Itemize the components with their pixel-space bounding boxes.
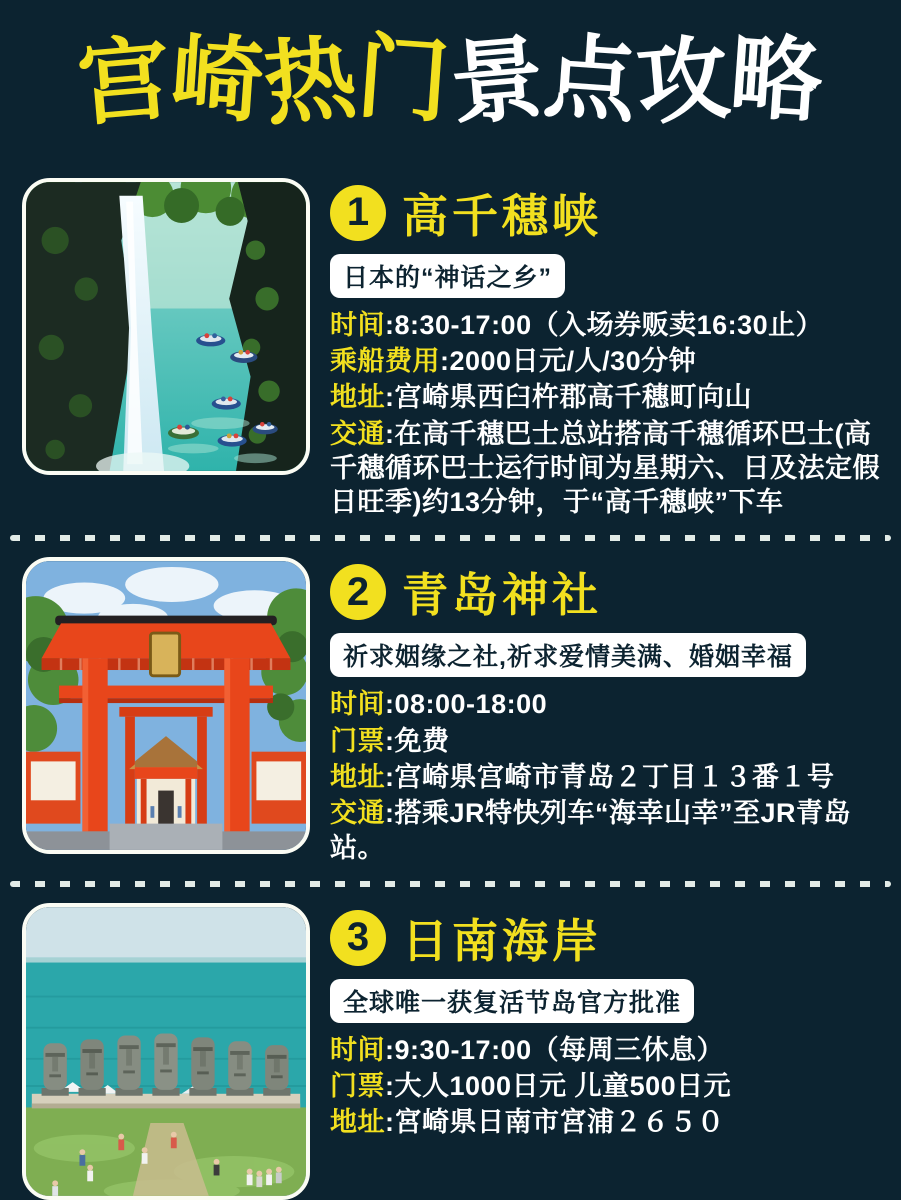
detail-line bbox=[330, 308, 887, 342]
detail-label: 时间 bbox=[330, 689, 385, 720]
tagline-badge: 日本的“神话之乡” bbox=[330, 254, 565, 298]
section-takachiho bbox=[0, 178, 901, 522]
detail-label: 交通 bbox=[330, 418, 385, 449]
detail-line bbox=[330, 760, 887, 794]
detail-value: 宫崎県西臼杵郡高千穗町向山 bbox=[394, 382, 752, 413]
section-takachiho-content bbox=[330, 178, 887, 522]
detail-separator: : bbox=[440, 346, 450, 377]
takachiho-photo-frame bbox=[22, 178, 310, 475]
takachiho-gorge-waterfall-photo bbox=[26, 182, 306, 471]
detail-line bbox=[330, 1105, 887, 1139]
section-nichinan-header bbox=[330, 905, 887, 971]
detail-label: 地址 bbox=[330, 762, 385, 793]
detail-line bbox=[330, 1069, 887, 1103]
detail-label: 门票 bbox=[330, 725, 385, 756]
dashed-divider bbox=[10, 881, 891, 887]
title-rest: 景点攻略 bbox=[446, 25, 827, 137]
detail-separator: : bbox=[385, 798, 395, 829]
detail-value: 宮崎県日南市宮浦２６５０ bbox=[394, 1107, 725, 1138]
aoshima-shrine-red-torii-photo bbox=[26, 561, 306, 850]
aoshima-photo-frame bbox=[22, 557, 310, 854]
detail-line bbox=[330, 417, 887, 520]
detail-separator: : bbox=[385, 382, 395, 413]
detail-separator: : bbox=[385, 762, 395, 793]
detail-label: 地址 bbox=[330, 382, 385, 413]
section-takachiho-header bbox=[330, 180, 887, 246]
detail-line bbox=[330, 796, 887, 865]
detail-line bbox=[330, 344, 887, 378]
nichinan-photo-frame bbox=[22, 903, 310, 1200]
dashed-divider bbox=[10, 535, 891, 541]
tagline-badge: 全球唯一获复活节岛官方批准 bbox=[330, 979, 694, 1023]
detail-separator: : bbox=[385, 689, 395, 720]
detail-label: 门票 bbox=[330, 1071, 385, 1102]
detail-separator: : bbox=[385, 309, 395, 340]
detail-label: 时间 bbox=[330, 1034, 385, 1065]
section-title: 高千穗峡 bbox=[402, 189, 602, 242]
detail-value: 免费 bbox=[394, 725, 450, 756]
detail-separator: : bbox=[385, 1034, 395, 1065]
section-number-badge: 3 bbox=[330, 910, 386, 966]
detail-separator: : bbox=[385, 1071, 395, 1102]
detail-value: 大人1000日元 儿童500日元 bbox=[394, 1071, 732, 1102]
detail-line bbox=[330, 687, 887, 721]
detail-value: 9:30-17:00（每周三休息） bbox=[394, 1034, 725, 1065]
nichinan-coast-moai-photo bbox=[26, 907, 306, 1196]
section-title: 青岛神社 bbox=[402, 569, 602, 622]
detail-label: 地址 bbox=[330, 1107, 385, 1138]
section-aoshima-content bbox=[330, 557, 887, 866]
section-nichinan bbox=[0, 903, 901, 1200]
detail-label: 交通 bbox=[330, 798, 385, 829]
tagline-badge: 祈求姻缘之社,祈求爱情美满、婚姻幸福 bbox=[330, 633, 806, 677]
detail-label: 乘船费用 bbox=[330, 346, 440, 377]
detail-value: 2000日元/人/30分钟 bbox=[449, 346, 697, 377]
section-aoshima bbox=[0, 557, 901, 866]
detail-separator: : bbox=[385, 725, 395, 756]
detail-value: 08:00-18:00 bbox=[394, 689, 548, 720]
detail-line bbox=[330, 1033, 887, 1067]
detail-value: 在高千穗巴士总站搭高千穗循环巴士(高千穗循环巴士运行时间为星期六、日及法定假日旺季)约13分钟，于“高千穗峡”下车 bbox=[330, 418, 880, 518]
section-number-badge: 1 bbox=[330, 185, 386, 241]
detail-line bbox=[330, 724, 887, 758]
detail-line bbox=[330, 380, 887, 414]
detail-separator: : bbox=[385, 418, 395, 449]
section-aoshima-header bbox=[330, 559, 887, 625]
detail-separator: : bbox=[385, 1107, 395, 1138]
section-title: 日南海岸 bbox=[402, 914, 602, 967]
detail-value: 8:30-17:00（入场券贩卖16:30止） bbox=[394, 309, 824, 340]
section-nichinan-content bbox=[330, 903, 887, 1142]
detail-value: 宫崎県宫崎市青岛２丁目１３番１号 bbox=[394, 762, 835, 793]
detail-value: 搭乘JR特快列车“海幸山幸”至JR青岛站。 bbox=[330, 798, 852, 863]
detail-label: 时间 bbox=[330, 309, 385, 340]
title-highlight: 宫崎热门 bbox=[74, 25, 455, 137]
section-number-badge: 2 bbox=[330, 564, 386, 620]
page-title bbox=[0, 0, 901, 137]
